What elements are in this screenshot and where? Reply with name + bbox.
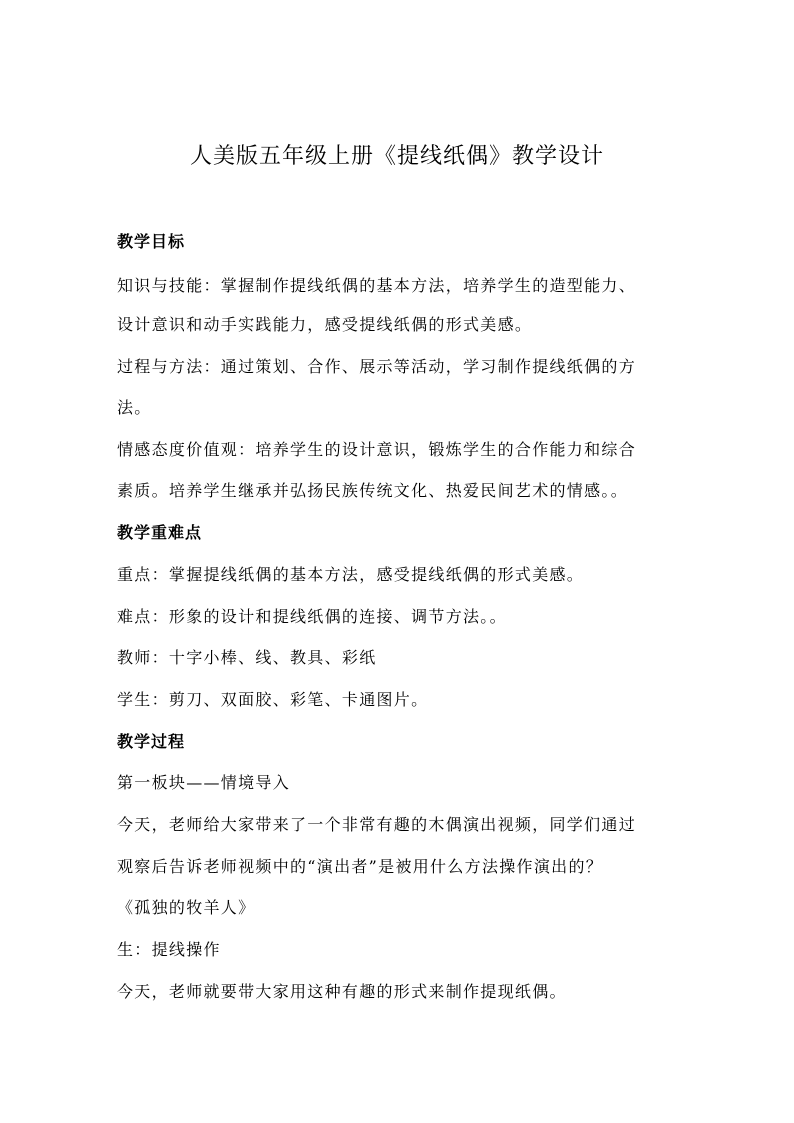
keypoints-heading: 教学重难点 (117, 523, 203, 542)
goals-knowledge-line-1: 知识与技能：掌握制作提线纸偶的基本方法，培养学生的造型能力、 (117, 276, 637, 295)
intro-line-1: 今天，老师给大家带来了一个非常有趣的木偶演出视频，同学们通过 (117, 815, 637, 834)
block-one-heading: 第一板块——情境导入 (117, 773, 291, 792)
closing-line: 今天，老师就要带大家用这种有趣的形式来制作提现纸偶。 (117, 982, 567, 1001)
intro-line-2: 观察后告诉老师视频中的“演出者”是被用什么方法操作演出的？ (117, 857, 604, 876)
student-answer: 生：提线操作 (117, 940, 221, 959)
teacher-materials: 教师：十字小棒、线、教具、彩纸 (117, 648, 377, 667)
goals-emotion-line-2: 素质。培养学生继承并弘扬民族传统文化、热爱民间艺术的情感。。 (117, 481, 629, 500)
process-heading: 教学过程 (117, 732, 186, 751)
document-title: 人美版五年级上册《提线纸偶》教学设计 (189, 144, 604, 169)
goals-knowledge-line-2: 设计意识和动手实践能力，感受提线纸偶的形式美感。 (117, 315, 533, 334)
video-title: 《孤独的牧羊人》 (117, 898, 256, 917)
keypoint-focus: 重点：掌握提线纸偶的基本方法，感受提线纸偶的形式美感。 (117, 565, 585, 584)
goals-heading: 教学目标 (117, 232, 186, 251)
keypoint-difficulty: 难点：形象的设计和提线纸偶的连接、调节方法。。 (117, 607, 507, 626)
student-materials: 学生：剪刀、双面胶、彩笔、卡通图片。 (117, 690, 429, 709)
goals-emotion-line-1: 情感态度价值观：培养学生的设计意识，锻炼学生的合作能力和综合 (117, 440, 637, 459)
goals-process-line-1: 过程与方法：通过策划、合作、展示等活动，学习制作提线纸偶的方 (117, 357, 637, 376)
goals-process-line-2: 法。 (117, 398, 152, 417)
